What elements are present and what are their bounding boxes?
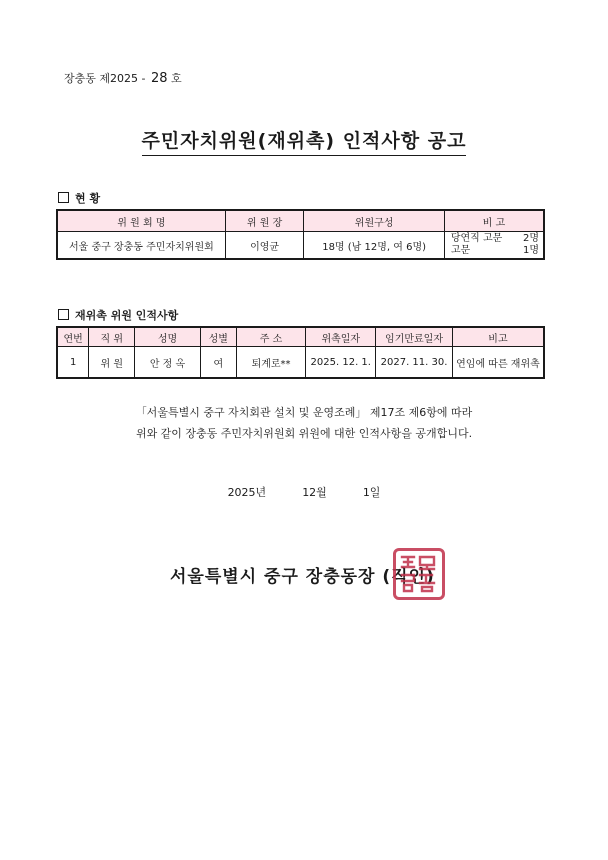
date-year: 2025년	[227, 486, 267, 499]
section-status-label: 현 황	[75, 192, 101, 205]
reappoint-table-header	[57, 327, 544, 347]
status-table	[56, 209, 545, 260]
cell-position: 위 원	[89, 347, 135, 379]
section-reappoint-label: 재위촉 위원 인적사항	[75, 309, 179, 322]
cell-appointed: 2025. 12. 1.	[306, 347, 376, 379]
notice-body	[0, 402, 608, 444]
notice-date	[0, 484, 608, 500]
cell-chair: 이영균	[225, 232, 304, 260]
header-gender: 성별	[200, 327, 236, 347]
header-remark: 비고	[452, 327, 544, 347]
title-text: 주민자치위원(재위촉) 인적사항 공고	[142, 126, 467, 156]
section-status-heading	[58, 190, 100, 206]
cell-committee: 서울 중구 장충동 주민자치위원회	[57, 232, 225, 260]
header-address: 주 소	[236, 327, 306, 347]
status-table-header	[57, 210, 544, 232]
cell-composition: 18명 (남 12명, 여 6명)	[304, 232, 444, 260]
notice-line-2: 위와 같이 장충동 주민자치위원회 위원에 대한 인적사항을 공개합니다.	[135, 427, 473, 440]
page-title	[0, 126, 608, 156]
checkbox-square-icon	[58, 192, 69, 203]
cell-name: 안 정 옥	[135, 347, 201, 379]
header-appointed: 위촉일자	[306, 327, 376, 347]
document-number	[64, 70, 182, 86]
note1-label: 당연직 고문	[450, 233, 503, 244]
date-day: 1일	[362, 486, 381, 499]
cell-gender: 여	[200, 347, 236, 379]
note2-count: 1명	[522, 245, 539, 256]
header-position: 직 위	[89, 327, 135, 347]
header-term-end: 임기만료일자	[376, 327, 453, 347]
doc-number-handwritten: 28	[150, 71, 168, 86]
cell-remark: 연임에 따른 재위촉	[452, 347, 544, 379]
note1-count: 2명	[522, 233, 539, 244]
table-row	[57, 232, 544, 260]
doc-number-suffix: 호	[171, 72, 182, 85]
cell-note	[444, 232, 544, 260]
header-committee: 위 원 회 명	[57, 210, 225, 232]
note2-label: 고문	[450, 245, 471, 256]
cell-address: 퇴계로**	[236, 347, 306, 379]
header-no: 연번	[57, 327, 89, 347]
official-seal-stamp	[393, 548, 445, 600]
seal-glyph-icon	[396, 551, 442, 597]
cell-no: 1	[57, 347, 89, 379]
header-name: 성명	[135, 327, 201, 347]
header-composition: 위원구성	[304, 210, 444, 232]
reappoint-table	[56, 326, 545, 379]
issuer-signature: 서울특별시 중구 장충동장 (직인)	[170, 567, 435, 587]
section-reappoint-heading	[58, 307, 178, 323]
header-note: 비 고	[444, 210, 544, 232]
notice-line-1: 「서울특별시 중구 자치회관 설치 및 운영조례」 제17조 제6항에 따라	[135, 406, 473, 419]
date-month: 12월	[302, 486, 327, 499]
table-row	[57, 347, 544, 379]
checkbox-square-icon	[58, 309, 69, 320]
header-chair: 위 원 장	[225, 210, 304, 232]
cell-term-end: 2027. 11. 30.	[376, 347, 453, 379]
doc-number-prefix: 장충동 제2025 -	[64, 72, 146, 85]
